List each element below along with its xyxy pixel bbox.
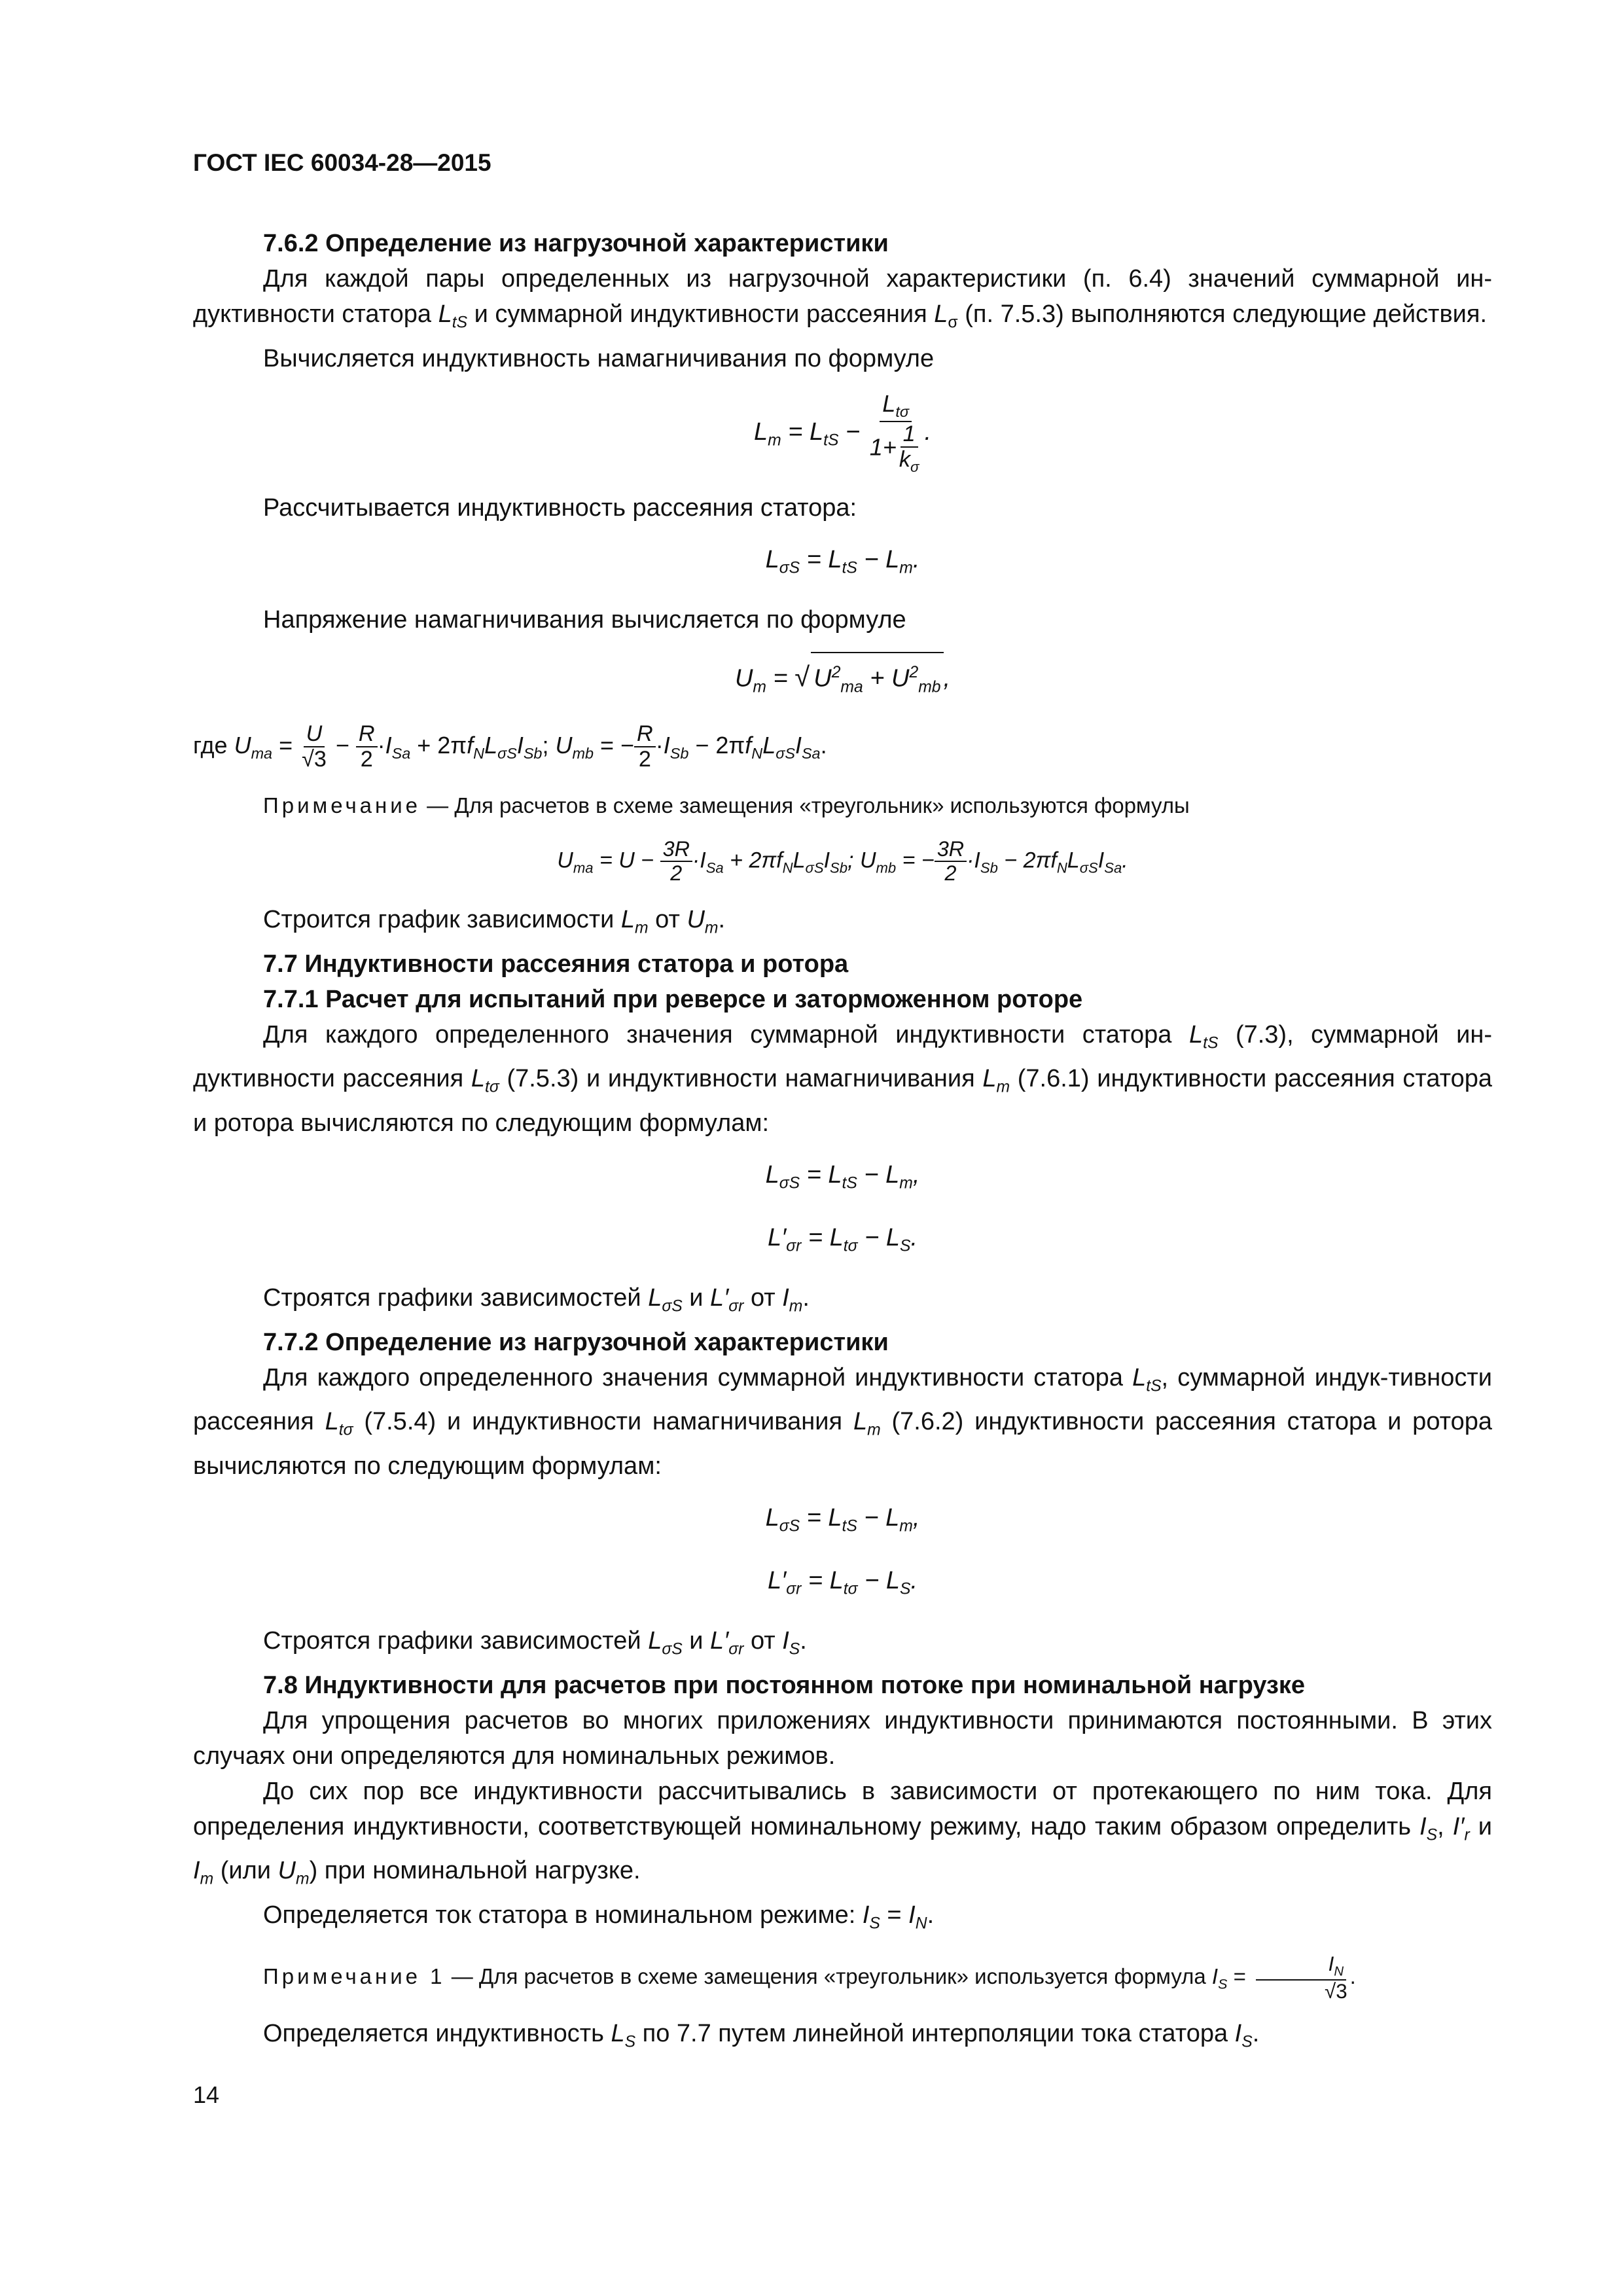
page-number: 14 [193,2081,220,2108]
section-7-7-2-title: 7.7.2 Определение из нагрузочной характеристики [263,1328,889,1356]
paragraph: Для каждого определенного значения суммарной индуктивности статора $L_{tS}$, суммарной индук-тивности рассеяния $L_{t\sigma}$ (7.5.4) и индуктивности намагничивания $L_m$ (7.6.2) индуктивности рассеяния статора и ротора вычисляются по следующим формулам: [193,1363,1493,1480]
paragraph: Напряжение намагничивания вычисляется по формуле [263,606,906,634]
section-7-7-title: 7.7 Индуктивности рассеяния статора и ротора [263,950,849,978]
formula-lss-2: $L_{\sigma S} = L_{tS} - L_m$, [765,1160,920,1193]
paragraph: Строится график зависимости $L_m$ от $U_m$. [263,906,726,937]
document-body [193,226,1492,2060]
formula-um: $U_m$ = √ $U^2_{ma} + U^2_{mb}$ , [193,652,1492,707]
paragraph: Определяется индуктивность $L_S$ по 7.7 путем линейной интерполяции тока статора $I_S$. [263,2019,1260,2051]
paragraph: Для каждого определенного значения суммарной индуктивности статора $L_{tS}$ (7.3), суммарной ин-дуктивности рассеяния $L_{t\sigma}$ (7.5.3) и индуктивности намагничивания $L_m$ (7.6.1) индуктивности рассеяния статора и ротора вычисляются по следующим формулам: [193,1020,1492,1137]
document-header: ГОСТ IEC 60034-28—2015 [193,149,491,176]
paragraph: Вычисляется индуктивность намагничивания по формуле [263,344,935,372]
formula-lsr-2: $L'_{\sigma r} = L_{t\sigma} - L_S$. [767,1566,918,1598]
formula-lsr: $L'_{\sigma r} = L_{t\sigma} - L_S$. [767,1223,918,1255]
section-7-7-1-title: 7.7.1 Расчет для испытаний при реверсе и заторможенном роторе [263,985,1083,1013]
paragraph: Строятся графики зависимостей $L_{\sigma S}$ и $L'_{\sigma r}$ от $I_m$. [263,1284,810,1316]
formula-where-line: где $U_{ma}$ = $\frac{U}{√3}$ − $\frac{R}{2}$ $\cdot I_{Sa} + 2\pi f_NL_{\sigma S}I_{Sb}$; $U_{mb}$ = − $\frac{R}{2}$ $\cdot I_{Sb} - 2\pi f_NL_{\sigma S}I_{Sa}$. [193,721,827,772]
paragraph: Для упрощения расчетов во многих приложениях индуктивности принимаются постоянными. В этих случаях они определяются для номинальных режимов. [193,1706,1492,1770]
section-7-8-title: 7.8 Индуктивности для расчетов при постоянном потоке при номинальной нагрузке [263,1671,1306,1699]
formula-lss: $L_{\sigma S} = L_{tS} - L_m$. [765,545,920,577]
paragraph: Определяется ток статора в номинальном режиме: $I_S = I_N$. [263,1901,935,1933]
paragraph: Строятся графики зависимостей $L_{\sigma S}$ и $L'_{\sigma r}$ от $I_S$. [263,1627,807,1659]
note-1: Примечание — Для расчетов в схеме замещения «треугольник» используются формулы [263,793,1190,817]
formula-delta: $U_{ma} = U$ − $\frac{3R}{2}$ $\cdot I_{Sa} + 2\pi f_NL_{\sigma S}I_{Sb}$; $U_{mb}$ = − $\frac{3R}{2}$ $\cdot I_{Sb} - 2\pi f_NL_{\sigma S}I_{Sa}$. [557,836,1128,886]
paragraph: Для каждой пары определенных из нагрузочной характеристики (п. 6.4) значений суммарной ин-дуктивности статора $L_{tS}$ и суммарной индуктивности рассеяния $L_\sigma$ (п. 7.5.3) выполняются следующие действия. [193,265,1492,332]
note-2: Примечание 1 — Для расчетов в схеме замещения «треугольник» используется формула $I_S$ = $\frac{I_N}{√3}$ . [263,1952,1356,2003]
formula-lss-3: $L_{\sigma S} = L_{tS} - L_m$, [765,1503,920,1535]
paragraph: Рассчитывается индуктивность рассеяния статора: [263,493,857,522]
section-7-6-2-title: 7.6.2 Определение из нагрузочной характеристики [263,230,889,257]
formula-lm: $L_m = L_{tS}$ − $L_{t\sigma}$ 1+ $\frac{1}{k_\sigma}$ . [753,389,932,476]
paragraph: До сих пор все индуктивности рассчитывались в зависимости от протекающего по ним тока. Для определения индуктивности, соответствующей номинальному режиму, надо таким образом определить $I_S$, $I'_r$ и $I_m$ (или $U_m$) при номинальной нагрузке. [193,1777,1492,1888]
